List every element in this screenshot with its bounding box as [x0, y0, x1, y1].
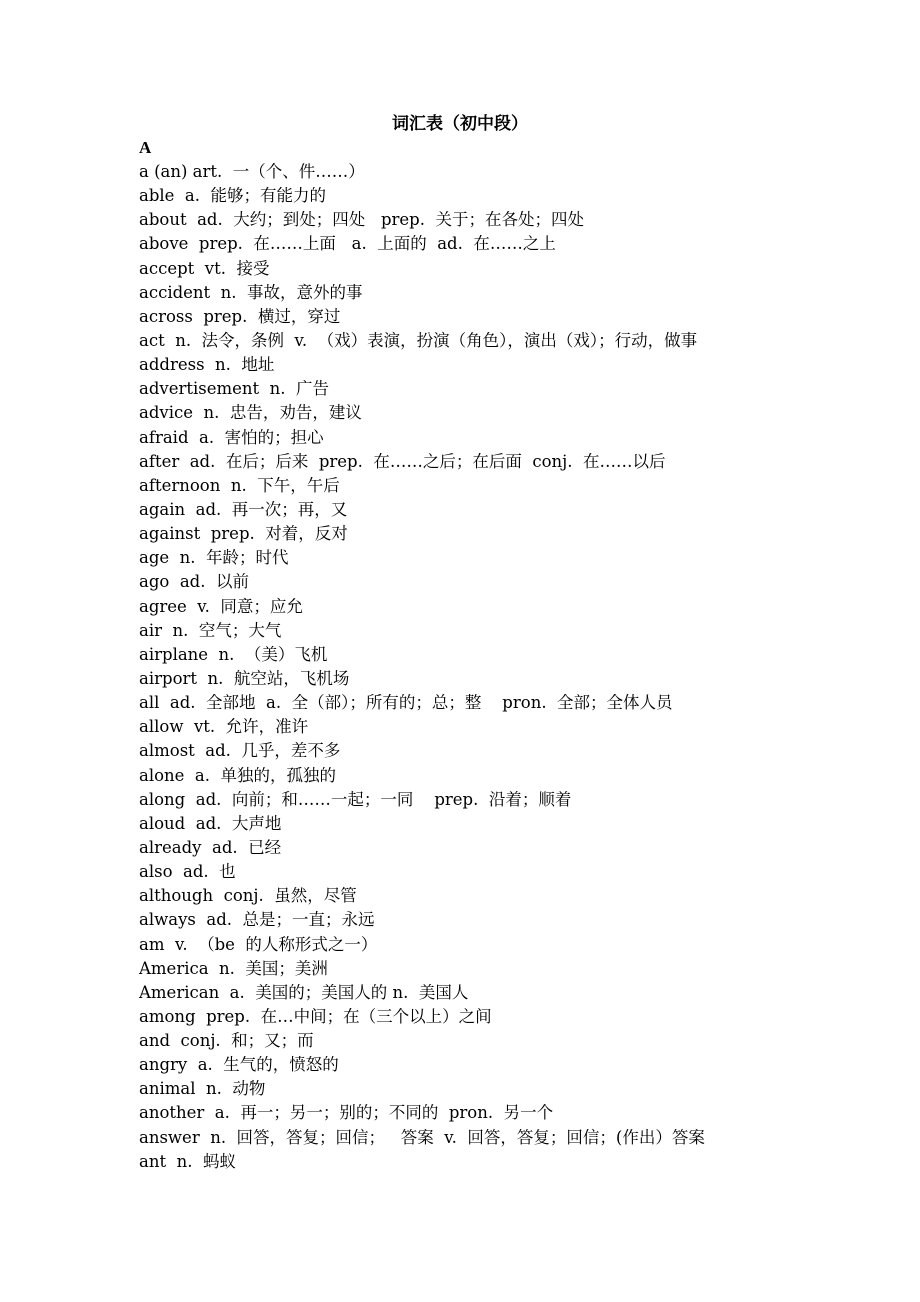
vocabulary-entry: already ad. 已经 — [139, 837, 282, 857]
vocabulary-entry: am v. （be 的人称形式之一） — [139, 934, 378, 954]
vocabulary-entry: also ad. 也 — [139, 862, 236, 882]
vocabulary-entry: again ad. 再一次；再，又 — [139, 499, 348, 519]
vocabulary-entry: ago ad. 以前 — [139, 572, 249, 592]
vocabulary-entry: all ad. 全部地 a. 全（部）；所有的；总；整 pron. 全部；全体人员 — [139, 693, 673, 713]
vocabulary-entry: always ad. 总是；一直；永远 — [139, 910, 375, 930]
vocabulary-entry: air n. 空气；大气 — [139, 620, 282, 640]
vocabulary-entry: a (an) art. 一（个、件……） — [139, 162, 365, 181]
vocabulary-entry: ant n. 蚂蚁 — [139, 1151, 236, 1171]
vocabulary-entry: able a. 能够；有能力的 — [139, 186, 327, 206]
vocabulary-entry: animal n. 动物 — [139, 1079, 266, 1099]
vocabulary-entry: almost ad. 几乎，差不多 — [139, 741, 341, 761]
vocabulary-entry: about ad. 大约；到处；四处 prep. 关于；在各处；四处 — [139, 210, 584, 230]
vocabulary-entry: and conj. 和；又；而 — [139, 1031, 314, 1051]
vocabulary-entry: afternoon n. 下午，午后 — [139, 475, 340, 495]
vocabulary-entry: alone a. 单独的，孤独的 — [139, 765, 337, 785]
vocabulary-entry: among prep. 在…中间；在（三个以上）之间 — [139, 1006, 492, 1026]
vocabulary-entry: along ad. 向前；和……一起；一同 prep. 沿着；顺着 — [139, 789, 572, 809]
vocabulary-entry: angry a. 生气的，愤怒的 — [139, 1055, 339, 1075]
vocabulary-entry: afraid a. 害怕的；担心 — [139, 427, 324, 447]
vocabulary-list — [139, 160, 839, 1174]
vocabulary-entry: America n. 美国；美洲 — [139, 958, 328, 978]
vocabulary-entry: accept vt. 接受 — [139, 258, 270, 278]
vocabulary-entry: allow vt. 允许，准许 — [139, 717, 309, 737]
vocabulary-entry: across prep. 横过，穿过 — [139, 306, 341, 326]
vocabulary-entry: airplane n. （美）飞机 — [139, 644, 328, 664]
page-title: 词汇表（初中段） — [392, 114, 528, 134]
vocabulary-entry: airport n. 航空站，飞机场 — [139, 668, 350, 688]
vocabulary-entry: address n. 地址 — [139, 355, 275, 375]
vocabulary-entry: American a. 美国的；美国人的 n. 美国人 — [139, 982, 469, 1002]
vocabulary-entry: although conj. 虽然，尽管 — [139, 886, 357, 906]
vocabulary-entry: act n. 法令，条例 v. （戏）表演，扮演（角色），演出（戏）；行动，做事 — [139, 330, 698, 350]
vocabulary-entry: accident n. 事故，意外的事 — [139, 282, 363, 302]
vocabulary-entry: above prep. 在……上面 a. 上面的 ad. 在……之上 — [139, 234, 556, 254]
vocabulary-entry: answer n. 回答，答复；回信； 答案 v. 回答，答复；回信；(作出）答案 — [139, 1127, 705, 1147]
section-letter-heading: A — [139, 138, 152, 157]
vocabulary-entry: advice n. 忠告，劝告，建议 — [139, 403, 362, 423]
vocabulary-entry: agree v. 同意；应允 — [139, 596, 303, 616]
vocabulary-entry: after ad. 在后；后来 prep. 在……之后；在后面 conj. 在……以后 — [139, 451, 666, 471]
vocabulary-entry: advertisement n. 广告 — [139, 379, 330, 399]
vocabulary-entry: aloud ad. 大声地 — [139, 813, 282, 833]
vocabulary-entry: against prep. 对着，反对 — [139, 524, 348, 544]
vocabulary-entry: age n. 年龄；时代 — [139, 548, 289, 568]
vocabulary-entry: another a. 再一；另一；别的；不同的 pron. 另一个 — [139, 1103, 554, 1123]
